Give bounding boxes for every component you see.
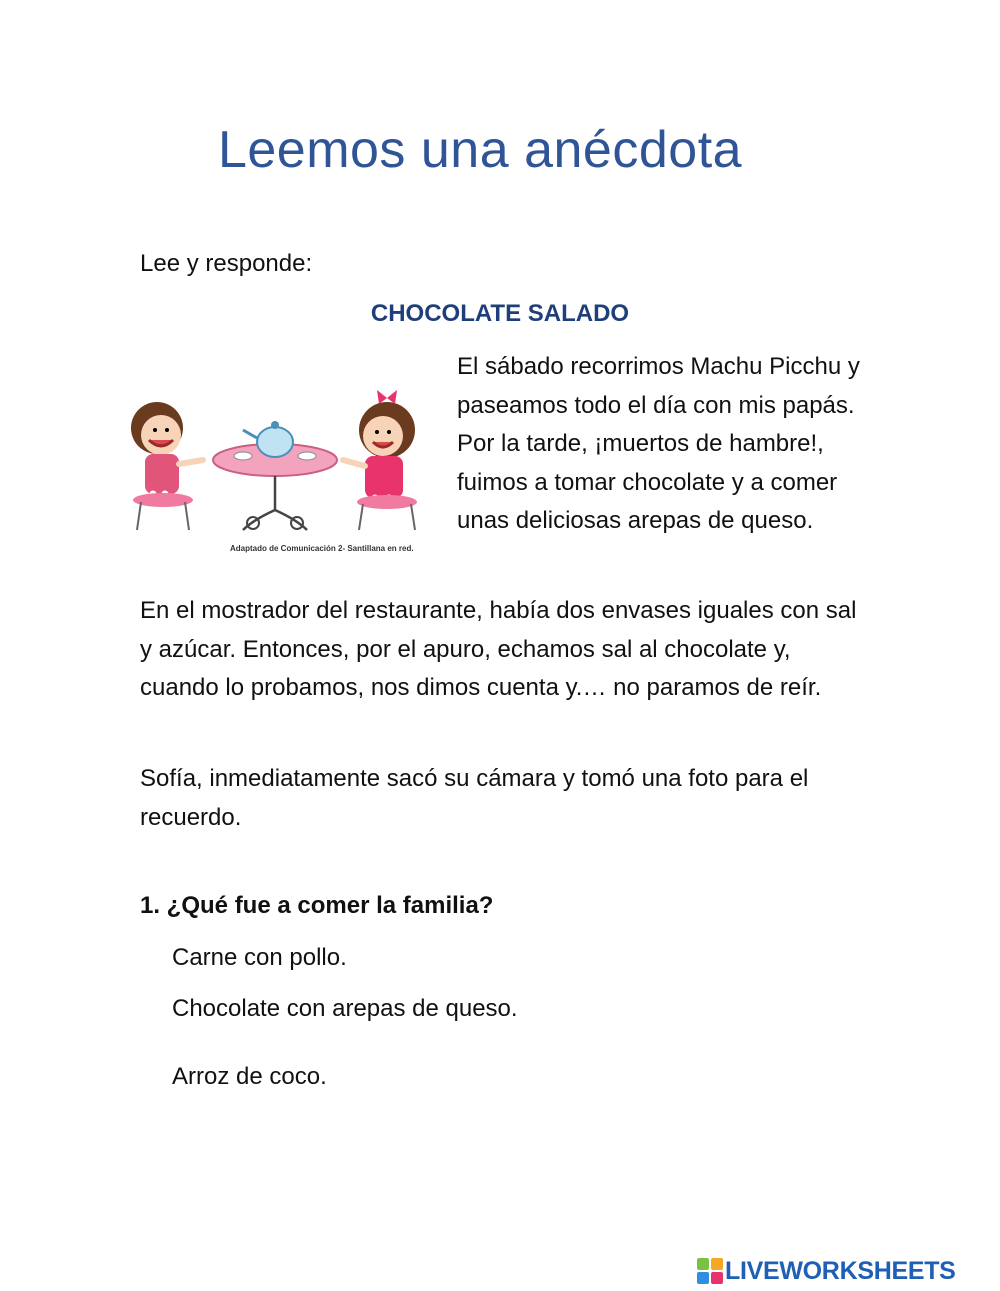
story-paragraph-2: Sofía, inmediatamente sacó su cámara y tomó una foto para el recuerdo. [140, 765, 809, 831]
brand-name: LIVEWORKSHEETS [725, 1256, 956, 1285]
question-1: 1. ¿Qué fue a comer la familia? [140, 892, 494, 919]
story-paragraph-1: En el mostrador del restaurante, había dos envases iguales con sal y azúcar. Entonces, por el apuro, echamos sal al chocolate y, cuando lo probamos, nos dimos cuenta y.… no paramos de reír. [140, 597, 857, 702]
liveworksheets-logo-icon [697, 1258, 723, 1284]
answer-option-1[interactable]: Carne con pollo. [172, 944, 347, 971]
answer-option-2[interactable]: Chocolate con arepas de queso. [172, 995, 518, 1022]
instruction-text: Lee y responde: [140, 250, 313, 277]
story-title: CHOCOLATE SALADO [370, 300, 630, 327]
children-tea-illustration [125, 380, 425, 560]
liveworksheets-brand[interactable] [697, 1256, 956, 1286]
table-figure [213, 421, 337, 530]
answer-option-3[interactable]: Arroz de coco. [172, 1063, 327, 1090]
image-caption: Adaptado de Comunicación 2- Santillana en red. [230, 544, 414, 553]
page-title: Leemos una anécdota [217, 121, 743, 179]
boy-figure [131, 402, 203, 530]
story-paragraph-intro: El sábado recorrimos Machu Picchu y paseamos todo el día con mis papás. Por la tarde, ¡muertos de hambre!, fuimos a tomar chocolate y a comer unas deliciosas arepas de queso. [457, 353, 860, 535]
girl-figure [343, 390, 417, 530]
